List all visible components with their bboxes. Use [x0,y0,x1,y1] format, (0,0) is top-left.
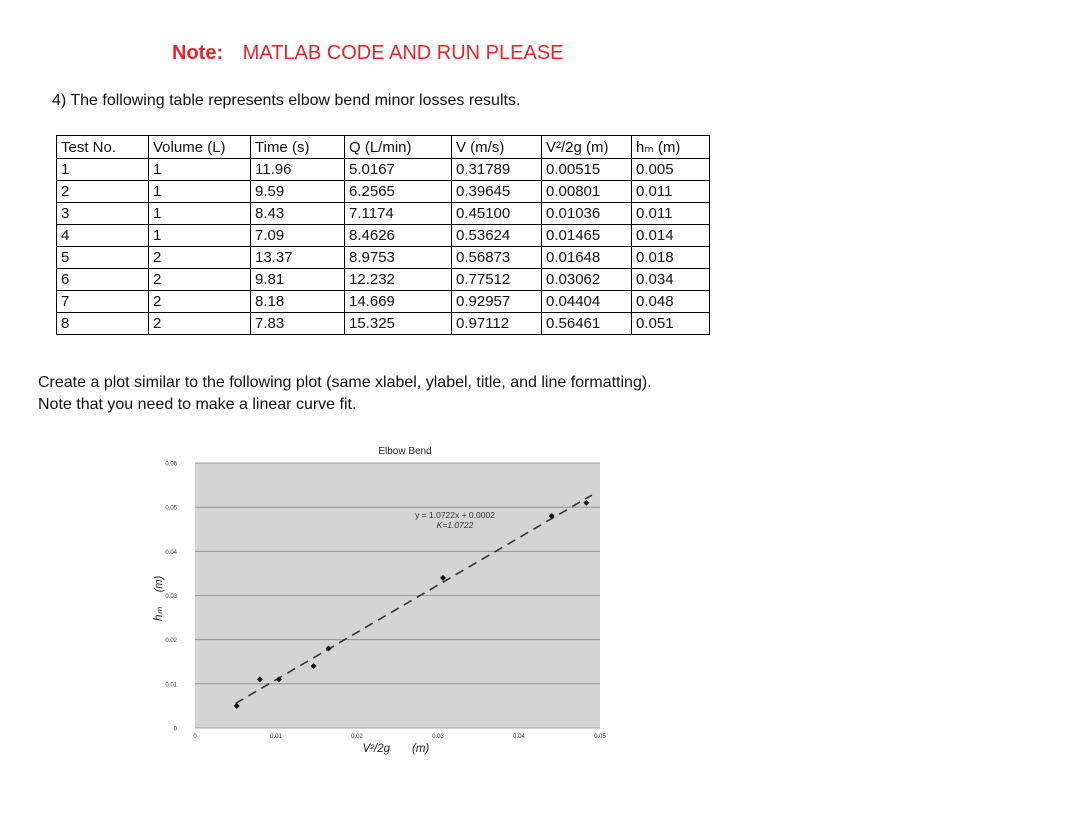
fit-equation: y = 1.0722x + 0.0002 [415,510,495,520]
x-tick-label: 0 [193,734,197,740]
table-cell: 0.014 [632,225,710,247]
table-cell: 0.051 [632,313,710,335]
y-tick-label: 0.03 [165,594,177,600]
table-cell: 0.00801 [542,181,632,203]
x-tick-label: 0.05 [594,734,606,740]
table-row [57,291,710,313]
table-cell: 0.048 [632,291,710,313]
x-tick-label: 0.04 [513,734,525,740]
table-cell: 0.01036 [542,203,632,225]
y-tick-label: 0.02 [165,638,177,645]
header-velocity-head: V²/2g (m) [542,136,632,159]
table-cell: 0.45100 [452,203,542,225]
table-cell: 7 [57,291,149,313]
table-cell: 1 [149,203,251,225]
table-cell: 7.09 [251,225,345,247]
table-cell: 0.00515 [542,159,632,181]
table-cell: 8.9753 [345,247,452,269]
instruction-line-2: Note that you need to make a linear curve fit. [38,396,357,413]
x-tick-label: 0.02 [351,734,363,740]
instruction-line-1: Create a plot similar to the following plot (same xlabel, ylabel, title, and line formatting). [38,374,652,391]
table-row [57,313,710,335]
table-cell: 0.01648 [542,247,632,269]
note-label: Note: [172,42,224,64]
table-row [57,159,710,181]
table-cell: 1 [149,159,251,181]
table-cell: 0.97112 [452,313,542,335]
table-cell: 0.018 [632,247,710,269]
table-cell: 12.232 [345,269,452,291]
table-cell: 13.37 [251,247,345,269]
table-cell: 5.0167 [345,159,452,181]
table-cell: 1 [57,159,149,181]
table-header-row [57,136,710,159]
header-velocity: V (m/s) [452,136,542,159]
y-axis-unit: (m) [153,575,165,593]
table-cell: 15.325 [345,313,452,335]
table-cell: 0.01465 [542,225,632,247]
header-flow: Q (L/min) [345,136,452,159]
instructions [38,372,652,416]
table-cell: 8.18 [251,291,345,313]
table-cell: 0.011 [632,203,710,225]
table-cell: 8.43 [251,203,345,225]
y-axis-label: hₘ [151,606,165,622]
table-cell: 0.77512 [452,269,542,291]
y-tick-label: 0.04 [165,549,177,556]
chart-title: Elbow Bend [378,446,432,457]
table-row [57,203,710,225]
x-axis-label: V²/2g [362,743,390,755]
header-head-loss: hₘ (m) [632,136,710,159]
table-cell: 0.034 [632,269,710,291]
results-table [56,135,710,335]
note [172,42,564,65]
table-cell: 0.56873 [452,247,542,269]
table-cell: 0.31789 [452,159,542,181]
k-label: K=1.0722 [436,520,474,530]
question-text: 4) The following table represents elbow bend minor losses results. [52,92,521,109]
table-cell: 0.39645 [452,181,542,203]
table-cell: 0.005 [632,159,710,181]
table-cell: 7.1174 [345,203,452,225]
header-time: Time (s) [251,136,345,159]
table-cell: 0.03062 [542,269,632,291]
table-cell: 6.2565 [345,181,452,203]
table-cell: 8.4626 [345,225,452,247]
table-cell: 0.53624 [452,225,542,247]
table-cell: 2 [149,291,251,313]
table-cell: 3 [57,203,149,225]
table-cell: 2 [57,181,149,203]
x-tick-label: 0.01 [270,734,282,740]
y-tick-label: 0 [173,726,177,733]
header-volume: Volume (L) [149,136,251,159]
table-cell: 0.011 [632,181,710,203]
table-cell: 0.56461 [542,313,632,335]
note-text: MATLAB CODE AND RUN PLEASE [242,42,564,64]
table-cell: 9.59 [251,181,345,203]
table-cell: 1 [149,225,251,247]
x-axis-unit: (m) [412,743,430,755]
table-cell: 14.669 [345,291,452,313]
table-row [57,269,710,291]
table-cell: 2 [149,247,251,269]
table-row [57,247,710,269]
table-cell: 2 [149,313,251,335]
x-tick-label: 0.03 [432,734,444,740]
table-cell: 1 [149,181,251,203]
table-cell: 8 [57,313,149,335]
table-cell: 11.96 [251,159,345,181]
table-cell: 5 [57,247,149,269]
y-tick-label: 0.05 [165,505,177,512]
table-cell: 9.81 [251,269,345,291]
y-tick-label: 0.06 [165,461,177,468]
elbow-bend-chart [140,438,630,768]
table-cell: 7.83 [251,313,345,335]
y-tick-label: 0.01 [165,682,177,689]
table-row [57,181,710,203]
table-cell: 0.04404 [542,291,632,313]
table-cell: 2 [149,269,251,291]
table-cell: 0.92957 [452,291,542,313]
table-cell: 4 [57,225,149,247]
table-cell: 6 [57,269,149,291]
header-test-no: Test No. [57,136,149,159]
table-row [57,225,710,247]
